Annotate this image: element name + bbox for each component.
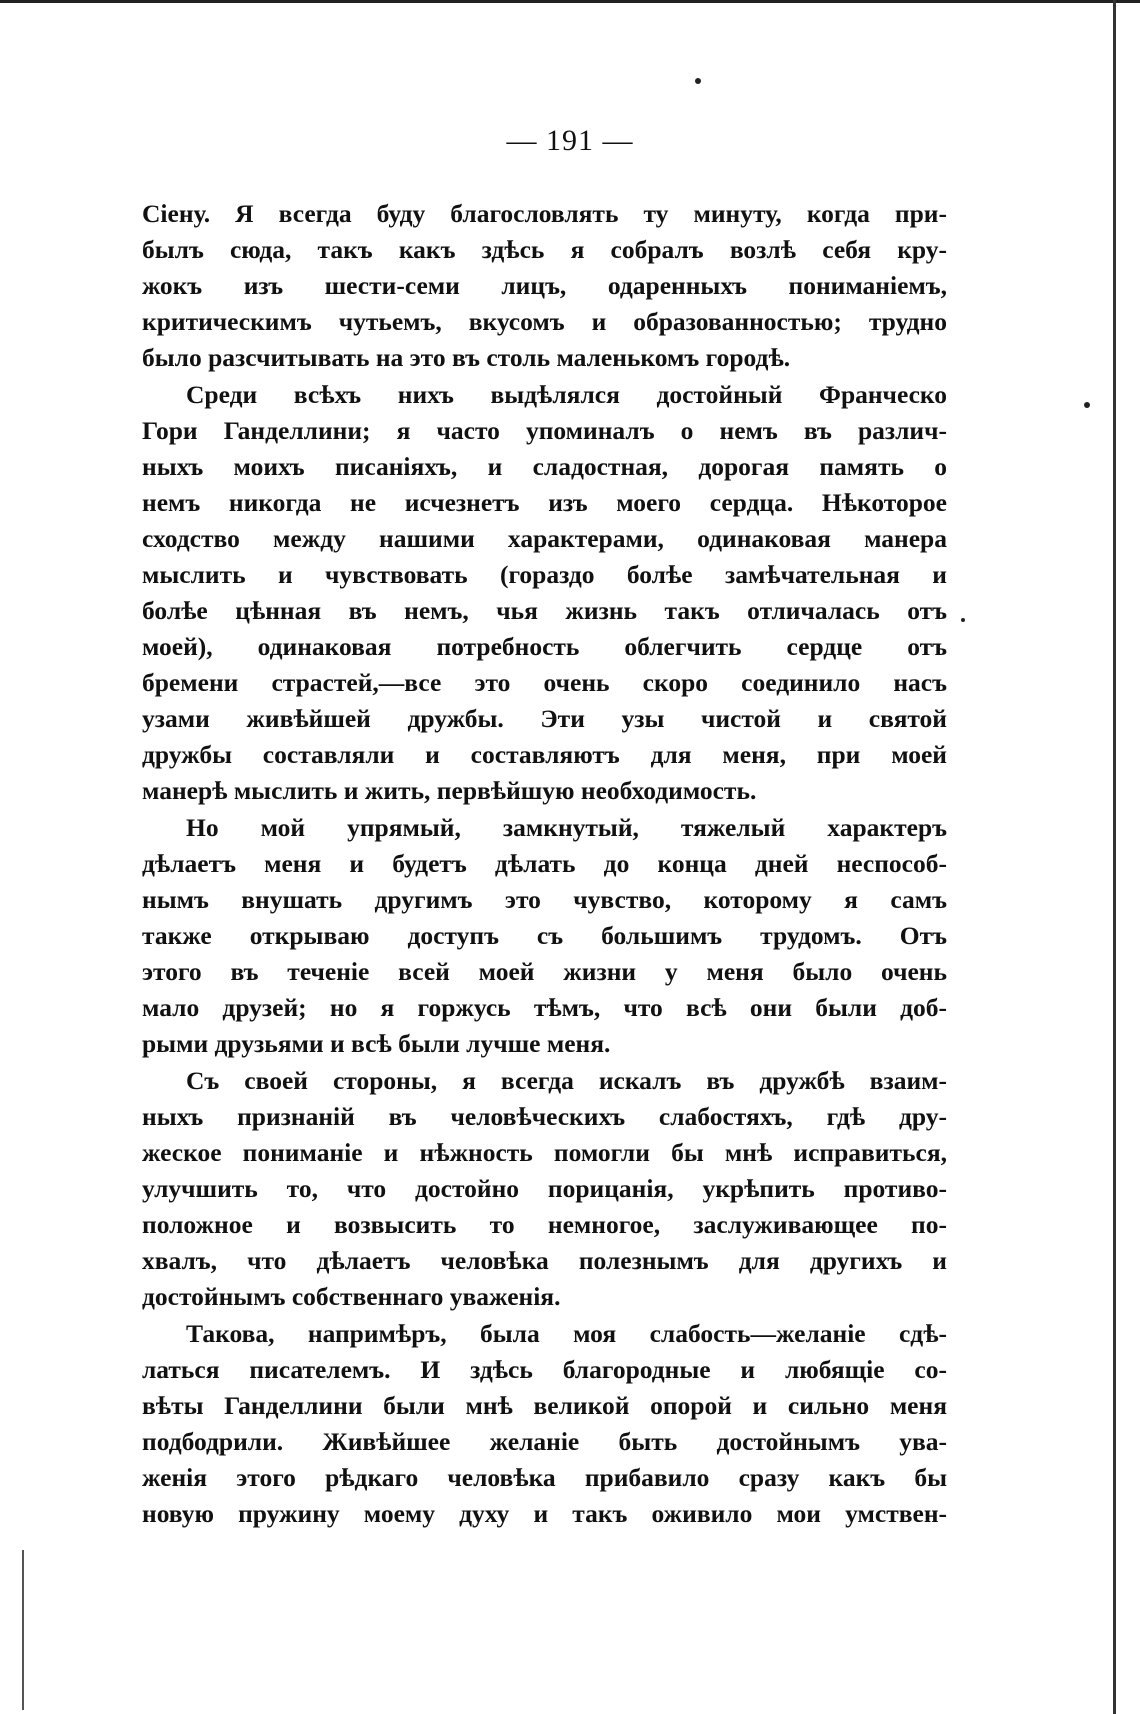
text-line: бремени страстей,—все это очень скоро соединило насъ [142, 668, 947, 697]
text-line: достойнымъ собственнаго уваженія. [142, 1282, 561, 1311]
text-line: Сіену. Я всегда буду благословлять ту минуту, когда при- [142, 199, 947, 228]
scan-speck [961, 618, 965, 622]
text-line: жокъ изъ шести-семи лицъ, одаренныхъ пониманіемъ, [142, 271, 947, 300]
text-line: Но мой упрямый, замкнутый, тяжелый характеръ [186, 813, 947, 842]
scan-edge-left [22, 1550, 24, 1710]
text-line: Такова, напримѣръ, была моя слабость—желаніе сдѣ- [186, 1319, 947, 1348]
paragraph [142, 377, 947, 809]
text-line: хвалъ, что дѣлаетъ человѣка полезнымъ для другихъ и [142, 1246, 947, 1275]
page-number: — 191 — [506, 124, 634, 157]
text-line: критическимъ чутьемъ, вкусомъ и образованностью; трудно [142, 307, 947, 336]
text-line: мало друзей; но я горжусь тѣмъ, что всѣ они были доб- [142, 993, 947, 1022]
text-line: дружбы составляли и составляютъ для меня, при моей [142, 740, 947, 769]
paragraph [142, 1063, 947, 1315]
text-line: рыми друзьями и всѣ были лучше меня. [142, 1029, 611, 1058]
text-line: манерѣ мыслить и жить, первѣйшую необходимость. [142, 776, 757, 805]
text-line: этого въ теченіе всей моей жизни у меня было очень [142, 957, 947, 986]
text-line: Съ своей стороны, я всегда искалъ въ дружбѣ взаим- [186, 1066, 947, 1095]
scan-edge-right [1113, 0, 1116, 1714]
scan-speck [695, 78, 701, 84]
scan-edge-top [0, 0, 1140, 3]
text-line: моей), одинаковая потребность облегчить сердце отъ [142, 632, 947, 661]
text-line: новую пружину моему духу и такъ оживило мои умствен- [142, 1499, 947, 1528]
text-line: болѣе цѣнная въ немъ, чья жизнь такъ отличалась отъ [142, 596, 947, 625]
text-line: положное и возвысить то немногое, заслуживающее по- [142, 1210, 947, 1239]
text-line: улучшить то, что достойно порицанія, укрѣпить противо- [142, 1174, 947, 1203]
text-line: немъ никогда не исчезнетъ изъ моего сердца. Нѣкоторое [142, 488, 947, 517]
text-line: подбодрили. Живѣйшее желаніе быть достойнымъ ува- [142, 1427, 947, 1456]
text-line: женія этого рѣдкаго человѣка прибавило сразу какъ бы [142, 1463, 947, 1492]
text-line: ныхъ признаній въ человѣческихъ слабостяхъ, гдѣ дру- [142, 1102, 947, 1131]
body-text [142, 196, 947, 1533]
text-line: жеское пониманіе и нѣжность помогли бы мнѣ исправиться, [142, 1138, 947, 1167]
text-line: ныхъ моихъ писаніяхъ, и сладостная, дорогая память о [142, 452, 947, 481]
text-line: нымъ внушать другимъ это чувство, которому я самъ [142, 885, 947, 914]
text-line: Гори Ганделлини; я часто упоминалъ о немъ въ различ- [142, 416, 947, 445]
paragraph [142, 810, 947, 1062]
text-line: латься писателемъ. И здѣсь благородные и любящіе со- [142, 1355, 947, 1384]
text-line: узами живѣйшей дружбы. Эти узы чистой и святой [142, 704, 947, 733]
paragraph [142, 196, 947, 376]
text-line: Среди всѣхъ нихъ выдѣлялся достойный Франческо [186, 380, 947, 409]
text-line: вѣты Ганделлини были мнѣ великой опорой и сильно меня [142, 1391, 947, 1420]
scan-speck [1084, 402, 1090, 408]
text-line: былъ сюда, такъ какъ здѣсь я собралъ возлѣ себя кру- [142, 235, 947, 264]
text-line: мыслить и чувствовать (гораздо болѣе замѣчательная и [142, 560, 947, 589]
text-line: также открываю доступъ съ большимъ трудомъ. Отъ [142, 921, 947, 950]
text-line: было разсчитывать на это въ столь маленькомъ городѣ. [142, 343, 791, 372]
paragraph [142, 1316, 947, 1532]
text-line: дѣлаетъ меня и будетъ дѣлать до конца дней неспособ- [142, 849, 947, 878]
text-line: сходство между нашими характерами, одинаковая манера [142, 524, 947, 553]
